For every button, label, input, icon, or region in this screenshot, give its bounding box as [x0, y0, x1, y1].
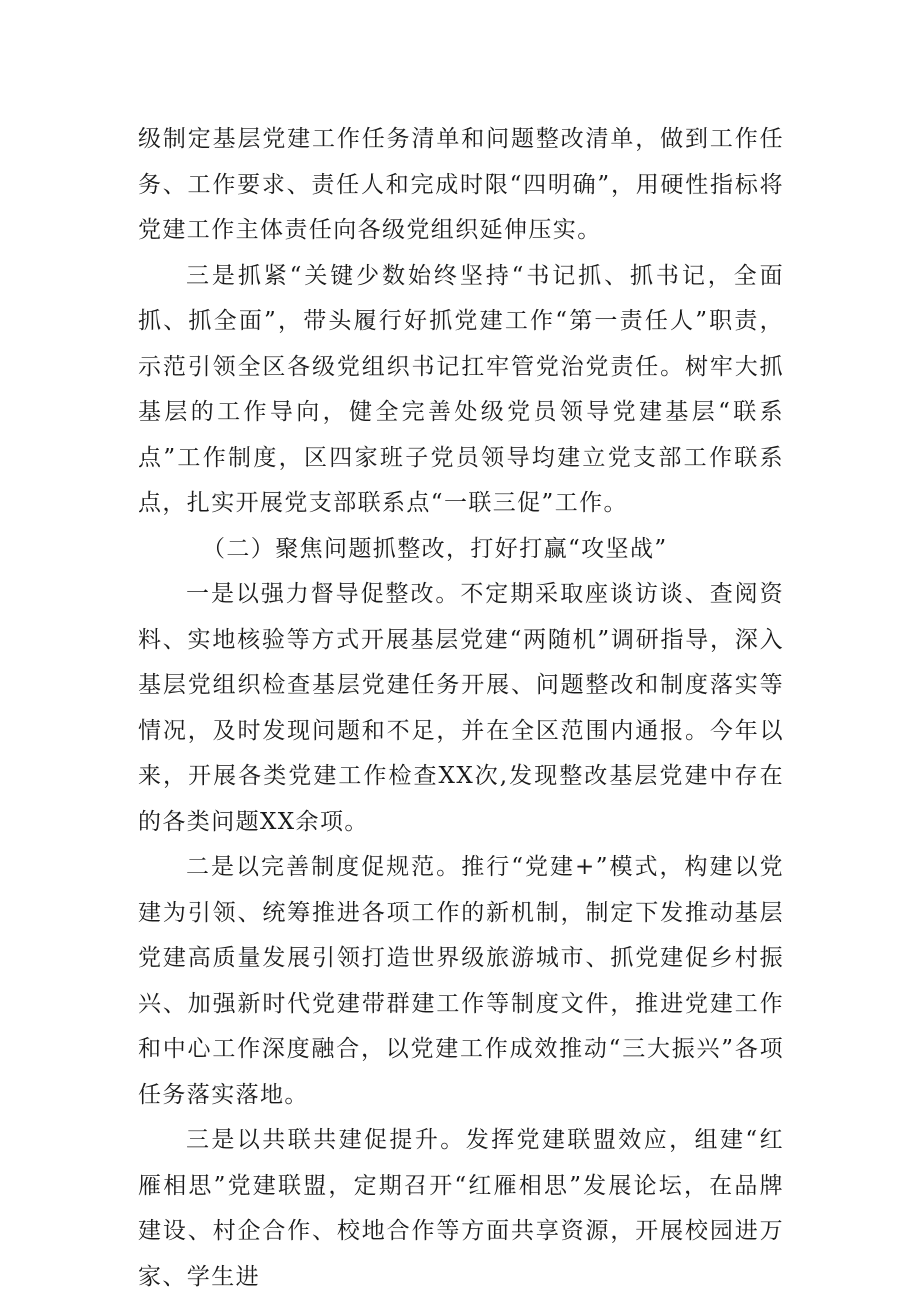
paragraph-joint-building: 三是以共联共建促提升。发挥党建联盟效应，组建“红雁相思”党建联盟，定期召开“红雁相思”发展论坛，在品牌建设、村企合作、校地合作等方面共享资源，开展校园进万家、学生进	[138, 1127, 784, 1290]
paragraph-supervision: 一是以强力督导促整改。不定期采取座谈访谈、查阅资料、实地核验等方式开展基层党建“两随机”调研指导，深入基层党组织检查基层党建任务开展、问题整改和制度落实等情况，及时发现问题和不足，并在全区范围内通报。今年以来，开展各类党建工作检查XX次,发现整改基层党建中存在的各类问题XX余项。	[138, 581, 784, 835]
document-body	[138, 117, 784, 1300]
section-heading: （二）聚焦问题抓整改，打好打赢“攻坚战”	[202, 535, 668, 562]
paragraph-system: 二是以完善制度促规范。推行“党建+”模式，构建以党建为引领、统筹推进各项工作的新机制，制定下发推动基层党建高质量发展引领打造世界级旅游城市、抓党建促乡村振兴、加强新时代党建带群建工作等制度文件，推进党建工作和中心工作深度融合，以党建工作成效推动“三大振兴”各项任务落实落地。	[138, 854, 784, 1108]
paragraph-continuation: 级制定基层党建工作任务清单和问题整改清单，做到工作任务、工作要求、责任人和完成时限“四明确”，用硬性指标将党建工作主体责任向各级党组织延伸压实。	[138, 126, 784, 243]
paragraph-key-minority: 三是抓紧“关键少数始终坚持“书记抓、抓书记，全面抓、抓全面”，带头履行好抓党建工作“第一责任人”职责，示范引领全区各级党组织书记扛牢管党治党责任。树牢大抓基层的工作导向，健全完善处级党员领导党建基层“联系点”工作制度，区四家班子党员领导均建立党支部工作联系点，扎实开展党支部联系点“一联三促”工作。	[138, 262, 784, 516]
